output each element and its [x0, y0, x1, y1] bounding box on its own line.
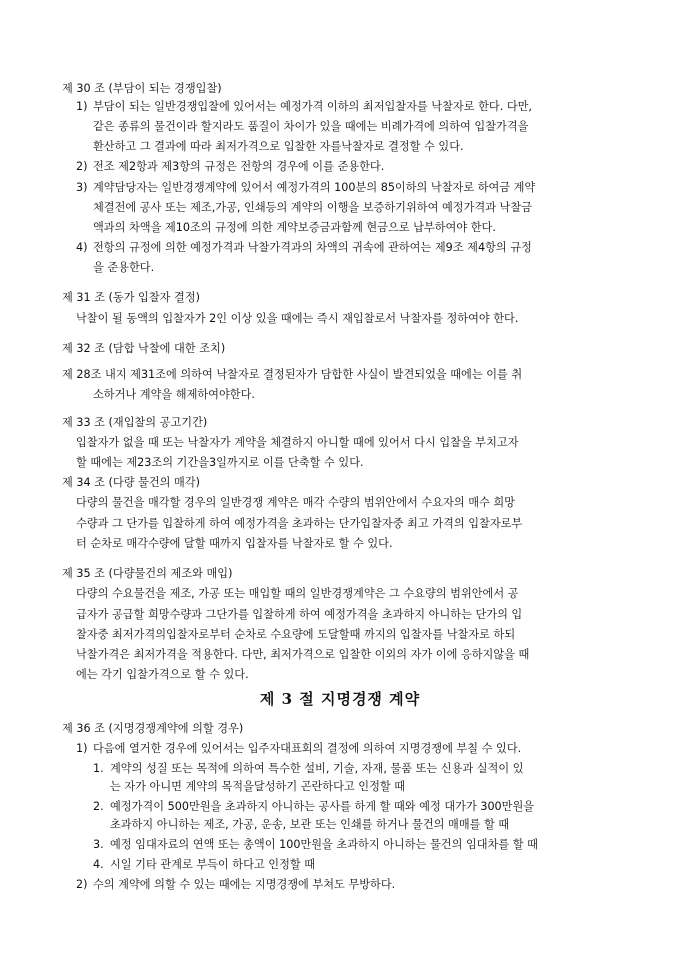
article-30-p1-line: 환산하고 그 결과에 따라 최저가격으로 입찰한 자를낙찰자로 결정할 수 있다. [93, 140, 464, 153]
article-30-p4-line: 을 준용한다. [93, 261, 155, 274]
article-36-item-2-line: 초과하지 아니하는 제조, 가공, 운송, 보관 또는 인쇄를 하거나 물건의 매매를 할 때 [110, 818, 510, 831]
article-30-p4-number: 4) [76, 241, 88, 254]
article-30-p3-line: 액과의 차액을 제10조의 규정에 의한 계약보증금과함께 현금으로 납부하여야 한다. [93, 221, 496, 234]
article-30-p2-line: 전조 제2항과 제3항의 규정은 전항의 경우에 이를 준용한다. [93, 160, 385, 173]
section-3-title: 제 3 절 지명경쟁 계약 [259, 690, 421, 708]
article-36-item-1-line: 계약의 성질 또는 목적에 의하여 특수한 설비, 기술, 자재, 물품 또는 신용과 실적이 있 [110, 762, 524, 775]
article-31-line: 낙찰이 될 동액의 입찰자가 2인 이상 있을 때에는 즉시 재입찰로서 낙찰자를 정하여야 한다. [76, 312, 519, 325]
article-30-p1-number: 1) [76, 100, 88, 113]
article-36-p1-number: 1) [76, 742, 88, 755]
article-30-heading: 제 30 조 (부담이 되는 경쟁입찰) [62, 82, 222, 95]
article-32-line: 소하거나 계약을 해제하여야한다. [93, 388, 255, 401]
article-34-line: 터 순차로 매각수량에 달할 때까지 입찰자를 낙찰자로 할 수 있다. [76, 537, 393, 550]
article-35-heading: 제 35 조 (다량물건의 제조와 매입) [62, 567, 233, 580]
article-36-item-4-number: 4. [93, 858, 104, 871]
article-31-heading: 제 31 조 (동가 입찰자 결정) [62, 291, 201, 304]
article-30-p3-number: 3) [76, 181, 88, 194]
article-30-p3-line: 계약담당자는 일반경쟁계약에 있어서 예정가격의 100분의 85이하의 낙찰자로 하여금 계약 [93, 181, 536, 194]
article-36-p2-number: 2) [76, 878, 88, 891]
article-36-item-1-line: 는 자가 아니면 계약의 목적을달성하기 곤란하다고 인정할 때 [110, 780, 406, 793]
article-36-item-1-number: 1. [93, 762, 104, 775]
article-33-line: 입찰자가 없을 때 또는 낙찰자가 계약을 체결하지 아니할 때에 있어서 다시 입찰을 부치고자 [76, 436, 519, 449]
article-35-line: 다량의 수요물건을 제조, 가공 또는 매입할 때의 일반경쟁계약은 그 수요량의 범위안에서 공 [76, 587, 519, 600]
article-35-line: 낙찰가격은 최저가격을 적용한다. 다만, 최저가격으로 입찰한 이외의 자가 이에 응하지않을 때 [76, 648, 530, 661]
article-34-heading: 제 34 조 (다량 물건의 매각) [62, 476, 201, 489]
article-36-heading: 제 36 조 (지명경쟁계약에 의할 경우) [62, 722, 244, 735]
article-36-item-3-line: 예정 임대자료의 연액 또는 총액이 100만원을 초과하지 아니하는 물건의 임대차를 할 때 [110, 838, 538, 851]
article-33-heading: 제 33 조 (재입찰의 공고기간) [62, 416, 208, 429]
article-30-p1-line: 부담이 되는 일반경쟁입찰에 있어서는 예정가격 이하의 최저입찰자를 낙찰자로 한다. 다만, [93, 100, 532, 113]
article-36-item-2-number: 2. [93, 800, 104, 813]
article-30-p4-line: 전항의 규정에 의한 예정가격과 낙찰가격과의 차액의 귀속에 관하여는 제9조 제4항의 규정 [93, 241, 532, 254]
article-36-p2-line: 수의 계약에 의할 수 있는 때에는 지명경쟁에 부쳐도 무방하다. [93, 878, 396, 891]
article-30-p3-line: 체결전에 공사 또는 제조,가공, 인쇄등의 계약의 이행을 보증하기위하여 예정가격과 낙찰금 [93, 201, 532, 214]
article-36-item-2-line: 예정가격이 500만원을 초과하지 아니하는 공사를 하게 할 때와 예정 대가가 300만원을 [110, 800, 535, 813]
article-30-p2-number: 2) [76, 160, 88, 173]
article-36-item-3-number: 3. [93, 838, 104, 851]
article-36-item-4-line: 시일 기타 관계로 부득이 하다고 인정할 때 [110, 858, 316, 871]
article-32-line: 제 28조 내지 제31조에 의하여 낙찰자로 결정된자가 담합한 사실이 발견되었을 때에는 이를 취 [62, 368, 523, 381]
article-34-line: 다량의 물건을 매각할 경우의 일반경쟁 계약은 매각 수량의 범위안에서 수요자의 매수 희망 [76, 496, 515, 509]
article-32-heading: 제 32 조 (담합 낙찰에 대한 조치) [62, 342, 226, 355]
article-35-line: 에는 각기 입찰가격으로 할 수 있다. [76, 668, 249, 681]
article-33-line: 할 때에는 제23조의 기간을3일까지로 이를 단축할 수 있다. [76, 456, 364, 469]
article-35-line: 찰자중 최저가격의입찰자로부터 순차로 수요량에 도달할때 까지의 입찰자를 낙찰자로 하되 [76, 628, 516, 641]
article-34-line: 수량과 그 단가를 입찰하게 하여 예정가격을 초과하는 단가입찰자중 최고 가격의 입찰자로부 [76, 517, 523, 530]
article-36-p1-line: 다음에 열거한 경우에 있어서는 입주자대표회의 결정에 의하여 지명경쟁에 부칠 수 있다. [93, 742, 522, 755]
article-35-line: 급자가 공급할 희망수량과 그단가를 입찰하게 하여 예정가격을 초과하지 아니하는 단가의 입 [76, 608, 523, 621]
article-30-p1-line: 같은 종류의 물건이라 할지라도 품질이 차이가 있을 때에는 비례가격에 의하여 입찰가격을 [93, 120, 529, 133]
